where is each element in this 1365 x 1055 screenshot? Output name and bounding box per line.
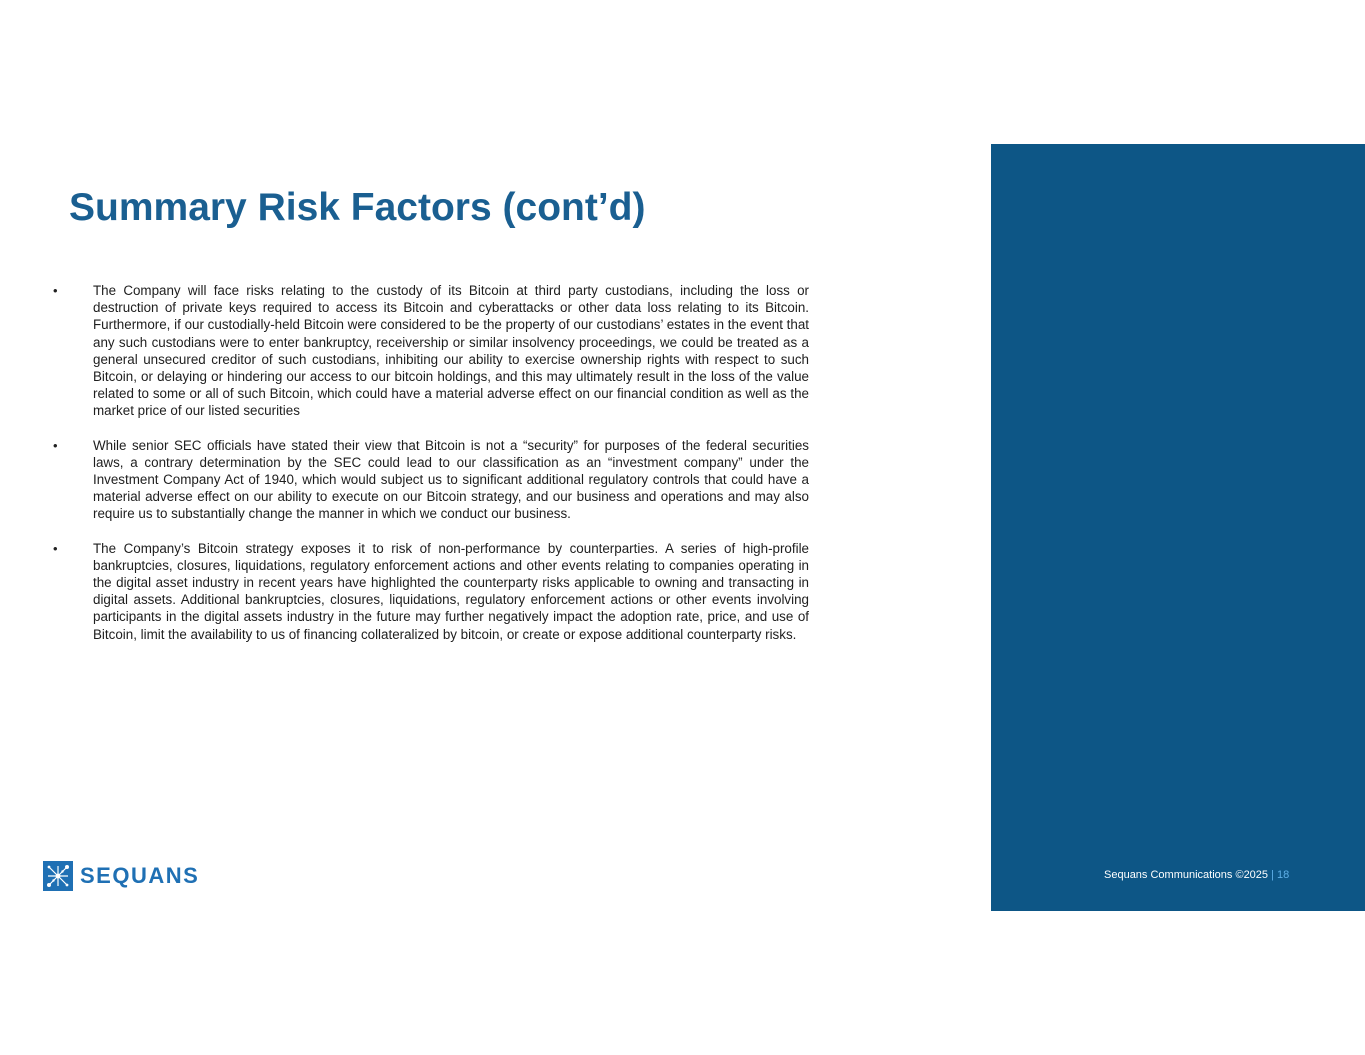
logo-wordmark: SEQUANS	[80, 862, 200, 888]
footer-copyright: Sequans Communications ©2025	[1104, 869, 1269, 881]
bullet-text: The Company’s Bitcoin strategy exposes it to risk of non-performance by counterparties. A series of high-profile bankruptcies, closures, liquidations, regulatory enforcement actions and other events relating to companies operating in the digital asset industry in recent years have highlighted the counterparty risks applicable to owning and transacting in digital assets. Additional bankruptcies, closures, liquidations, regulatory enforcement actions or other events involving participants in the digital assets industry in the future may further negatively impact the adoption rate, price, and use of Bitcoin, limit the availability to us of financing collateralized by bitcoin, or create or expose additional counterparty risks.	[93, 540, 809, 642]
bullet-text: The Company will face risks relating to the custody of its Bitcoin at third party custodians, including the loss or destruction of private keys required to access its Bitcoin and cyberattacks or other data loss relating to its Bitcoin. Furthermore, if our custodially-held Bitcoin were considered to be the property of our custodians’ estates in the event that any such custodians were to enter bankruptcy, receivership or similar insolvency proceedings, we could be treated as a general unsecured creditor of such custodians, inhibiting our ability to exercise ownership rights with respect to such Bitcoin, or delaying or hindering our access to our bitcoin holdings, and this may ultimately result in the loss of the value related to some or all of such Bitcoin, which could have a material adverse effect on our financial condition as well as the market price of our listed securities	[93, 283, 809, 419]
risk-factor-list	[53, 282, 809, 660]
bullet-text: While senior SEC officials have stated their view that Bitcoin is not a “security” for purposes of the federal securities laws, a contrary determination by the SEC could lead to our classification as an “investment company” under the Investment Company Act of 1940, which would subject us to significant additional regulatory controls that could have a material adverse effect on our ability to execute on our Bitcoin strategy, and our business and operations and may also require us to substantially change the manner in which we conduct our business.	[93, 437, 809, 522]
list-item	[53, 540, 809, 643]
bullet-marker: •	[53, 540, 58, 556]
slide-title: Summary Risk Factors (cont’d)	[69, 186, 646, 229]
footer-separator: |	[1271, 869, 1274, 881]
slide-footer	[1104, 868, 1289, 882]
bullet-marker: •	[53, 283, 58, 298]
list-item	[53, 437, 809, 523]
page-number: 18	[1277, 869, 1290, 881]
bullet-marker: •	[53, 437, 58, 453]
company-logo	[43, 860, 199, 891]
sequans-logo-icon	[43, 861, 73, 891]
list-item	[53, 282, 809, 420]
right-blue-panel	[991, 144, 1365, 911]
